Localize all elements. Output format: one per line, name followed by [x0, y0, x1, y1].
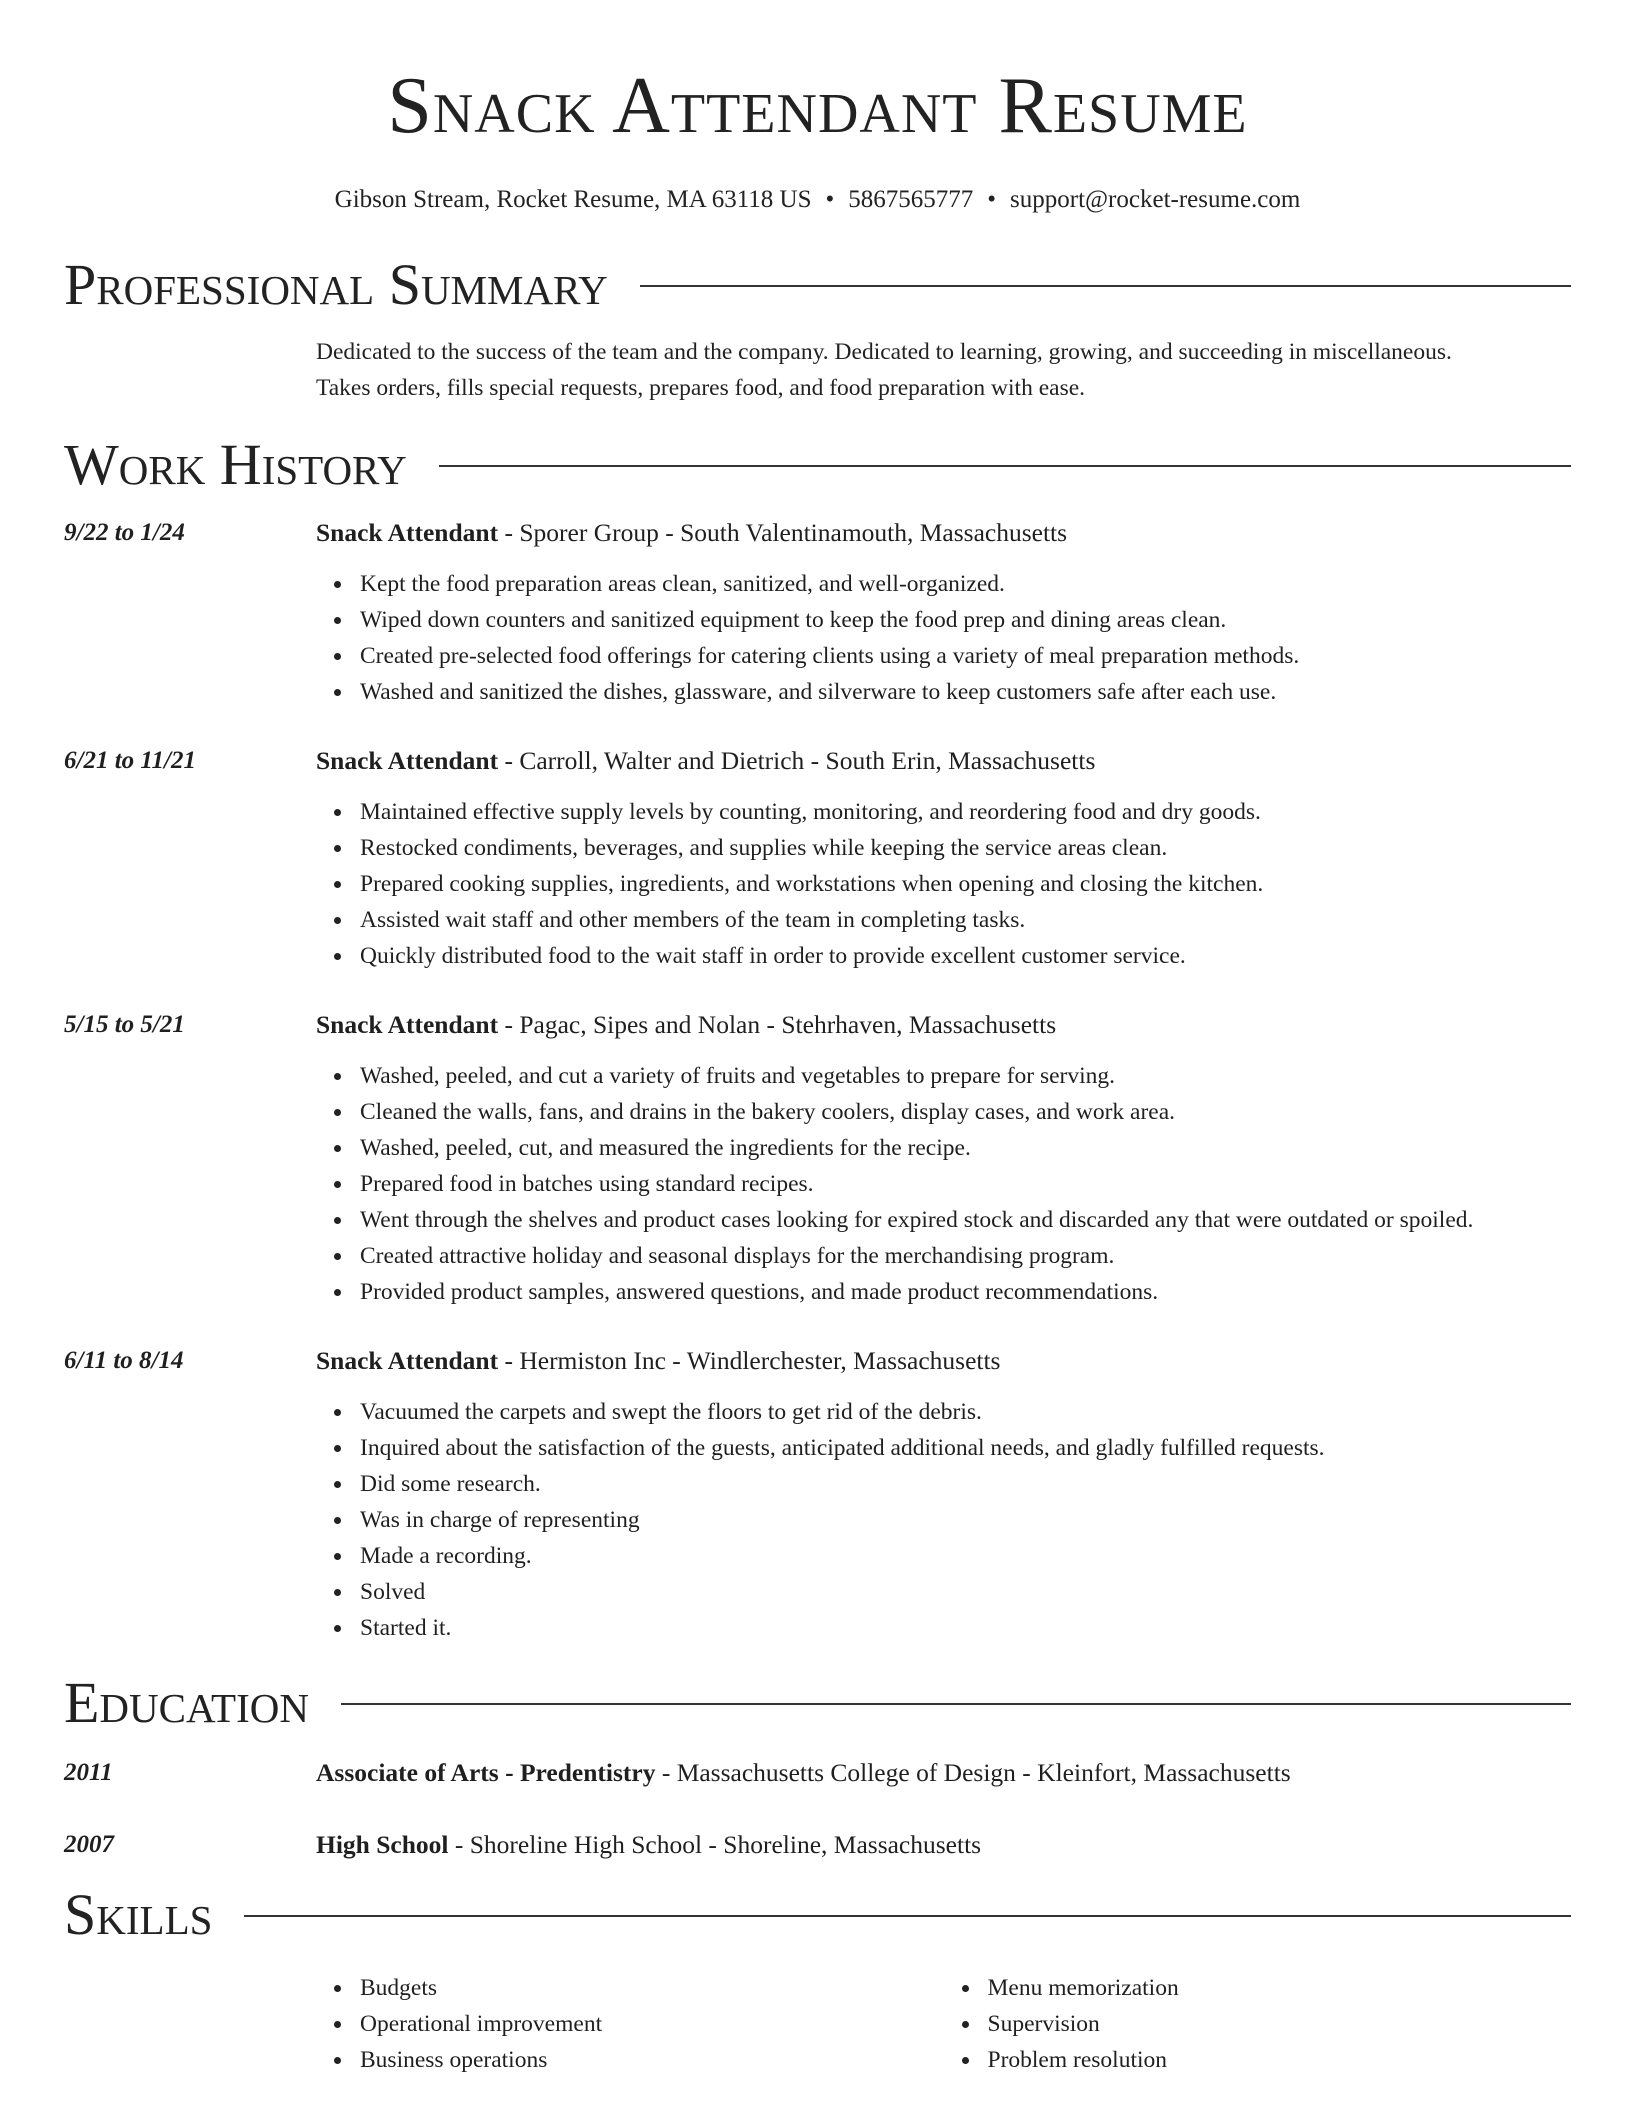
job-title: Snack Attendant [316, 1010, 499, 1039]
summary-line: Takes orders, fills special requests, prepares food, and food preparation with ease. [316, 375, 1086, 401]
job-dates: 6/11 to 8/14 [64, 1347, 184, 1374]
job-bullets [316, 794, 1571, 974]
skill-item: Budgets [360, 1970, 944, 2006]
skill-item: Business operations [360, 2042, 944, 2078]
resume-title: Snack Attendant Resume [387, 62, 1248, 150]
education-details: - Massachusetts College of Design - Kleinfort, Massachusetts [655, 1758, 1291, 1787]
education-year: 2011 [64, 1759, 113, 1786]
summary-section-title: Professional Summary [64, 252, 608, 317]
job-details: - Carroll, Walter and Dietrich - South Erin, Massachusetts [498, 746, 1096, 775]
skill-item: Menu memorization [988, 1970, 1572, 2006]
skills-column-right [944, 1970, 1572, 2078]
section-divider [341, 1703, 1571, 1705]
skills-column-left [316, 1970, 944, 2078]
contact-phone: 5867565777 [848, 186, 974, 213]
job-bullet: Vacuumed the carpets and swept the floors to get rid of the debris. [360, 1394, 1571, 1430]
job-dates: 9/22 to 1/24 [64, 519, 185, 546]
education-degree: High School [316, 1830, 449, 1859]
job-heading [316, 1008, 1571, 1042]
skill-item: Problem resolution [988, 2042, 1572, 2078]
education-year: 2007 [64, 1831, 114, 1858]
contact-line [64, 184, 1571, 216]
job-bullet: Washed, peeled, cut, and measured the ingredients for the recipe. [360, 1130, 1571, 1166]
education-entry [64, 1756, 1571, 1790]
resume-page [64, 0, 1571, 2078]
section-divider [244, 1915, 1571, 1917]
job-bullets [316, 1394, 1571, 1646]
skills-section-header [64, 1880, 1571, 1950]
job-heading [316, 1344, 1571, 1378]
section-divider [439, 465, 1571, 467]
job-dates: 6/21 to 11/21 [64, 747, 196, 774]
job-bullet: Wiped down counters and sanitized equipment to keep the food prep and dining areas clean. [360, 602, 1571, 638]
skills-list [316, 1970, 1571, 2078]
summary-section-header [64, 250, 1571, 320]
work-section-title: Work History [64, 432, 407, 497]
job-bullet: Was in charge of representing [360, 1502, 1571, 1538]
education-heading [316, 1756, 1571, 1790]
job-bullet: Prepared food in batches using standard recipes. [360, 1166, 1571, 1202]
job-heading [316, 516, 1571, 550]
job-bullet: Kept the food preparation areas clean, sanitized, and well-organized. [360, 566, 1571, 602]
job-bullet: Made a recording. [360, 1538, 1571, 1574]
job-bullet: Maintained effective supply levels by counting, monitoring, and reordering food and dry goods. [360, 794, 1571, 830]
summary-text [316, 334, 1571, 406]
job-bullet: Washed and sanitized the dishes, glassware, and silverware to keep customers safe after each use. [360, 674, 1571, 710]
education-heading [316, 1828, 1571, 1862]
job-bullet: Cleaned the walls, fans, and drains in the bakery coolers, display cases, and work area. [360, 1094, 1571, 1130]
job-details: - Sporer Group - South Valentinamouth, Massachusetts [498, 518, 1068, 547]
summary-line: Dedicated to the success of the team and the company. Dedicated to learning, growing, and succeeding in miscellaneous. [316, 339, 1452, 365]
education-degree: Associate of Arts - Predentistry [316, 1758, 656, 1787]
contact-address: Gibson Stream, Rocket Resume, MA 63118 US [334, 186, 812, 213]
education-details: - Shoreline High School - Shoreline, Massachusetts [448, 1830, 982, 1859]
education-section-header [64, 1668, 1571, 1738]
job-bullet: Prepared cooking supplies, ingredients, and workstations when opening and closing the kitchen. [360, 866, 1571, 902]
job-details: - Pagac, Sipes and Nolan - Stehrhaven, Massachusetts [498, 1010, 1057, 1039]
education-entry [64, 1828, 1571, 1862]
job-bullet: Washed, peeled, and cut a variety of fruits and vegetables to prepare for serving. [360, 1058, 1571, 1094]
job-bullet: Went through the shelves and product cases looking for expired stock and discarded any that were outdated or spoiled. [360, 1202, 1571, 1238]
job-bullet: Created attractive holiday and seasonal displays for the merchandising program. [360, 1238, 1571, 1274]
contact-email: support@rocket-resume.com [1010, 186, 1301, 213]
job-bullet: Started it. [360, 1610, 1571, 1646]
job-bullet: Solved [360, 1574, 1571, 1610]
education-section-title: Education [64, 1670, 309, 1735]
contact-separator: • [987, 186, 997, 213]
job-bullet: Assisted wait staff and other members of the team in completing tasks. [360, 902, 1571, 938]
job-title: Snack Attendant [316, 518, 499, 547]
work-section-header [64, 430, 1571, 500]
job-entry [64, 516, 1571, 710]
skill-item: Supervision [988, 2006, 1572, 2042]
job-bullet: Quickly distributed food to the wait staff in order to provide excellent customer service. [360, 938, 1571, 974]
job-bullets [316, 1058, 1571, 1310]
skills-section-title: Skills [64, 1882, 213, 1947]
skill-item: Operational improvement [360, 2006, 944, 2042]
job-dates: 5/15 to 5/21 [64, 1011, 185, 1038]
job-heading [316, 744, 1571, 778]
job-entry [64, 1008, 1571, 1310]
section-divider [640, 285, 1571, 287]
job-title: Snack Attendant [316, 1346, 499, 1375]
job-details: - Hermiston Inc - Windlerchester, Massachusetts [498, 1346, 1001, 1375]
job-bullets [316, 566, 1571, 710]
contact-separator: • [825, 186, 835, 213]
job-title: Snack Attendant [316, 746, 499, 775]
job-bullet: Created pre-selected food offerings for catering clients using a variety of meal preparation methods. [360, 638, 1571, 674]
job-entry [64, 1344, 1571, 1646]
job-bullet: Inquired about the satisfaction of the guests, anticipated additional needs, and gladly fulfilled requests. [360, 1430, 1571, 1466]
job-bullet: Did some research. [360, 1466, 1571, 1502]
job-bullet: Restocked condiments, beverages, and supplies while keeping the service areas clean. [360, 830, 1571, 866]
job-bullet: Provided product samples, answered questions, and made product recommendations. [360, 1274, 1571, 1310]
job-entry [64, 744, 1571, 974]
